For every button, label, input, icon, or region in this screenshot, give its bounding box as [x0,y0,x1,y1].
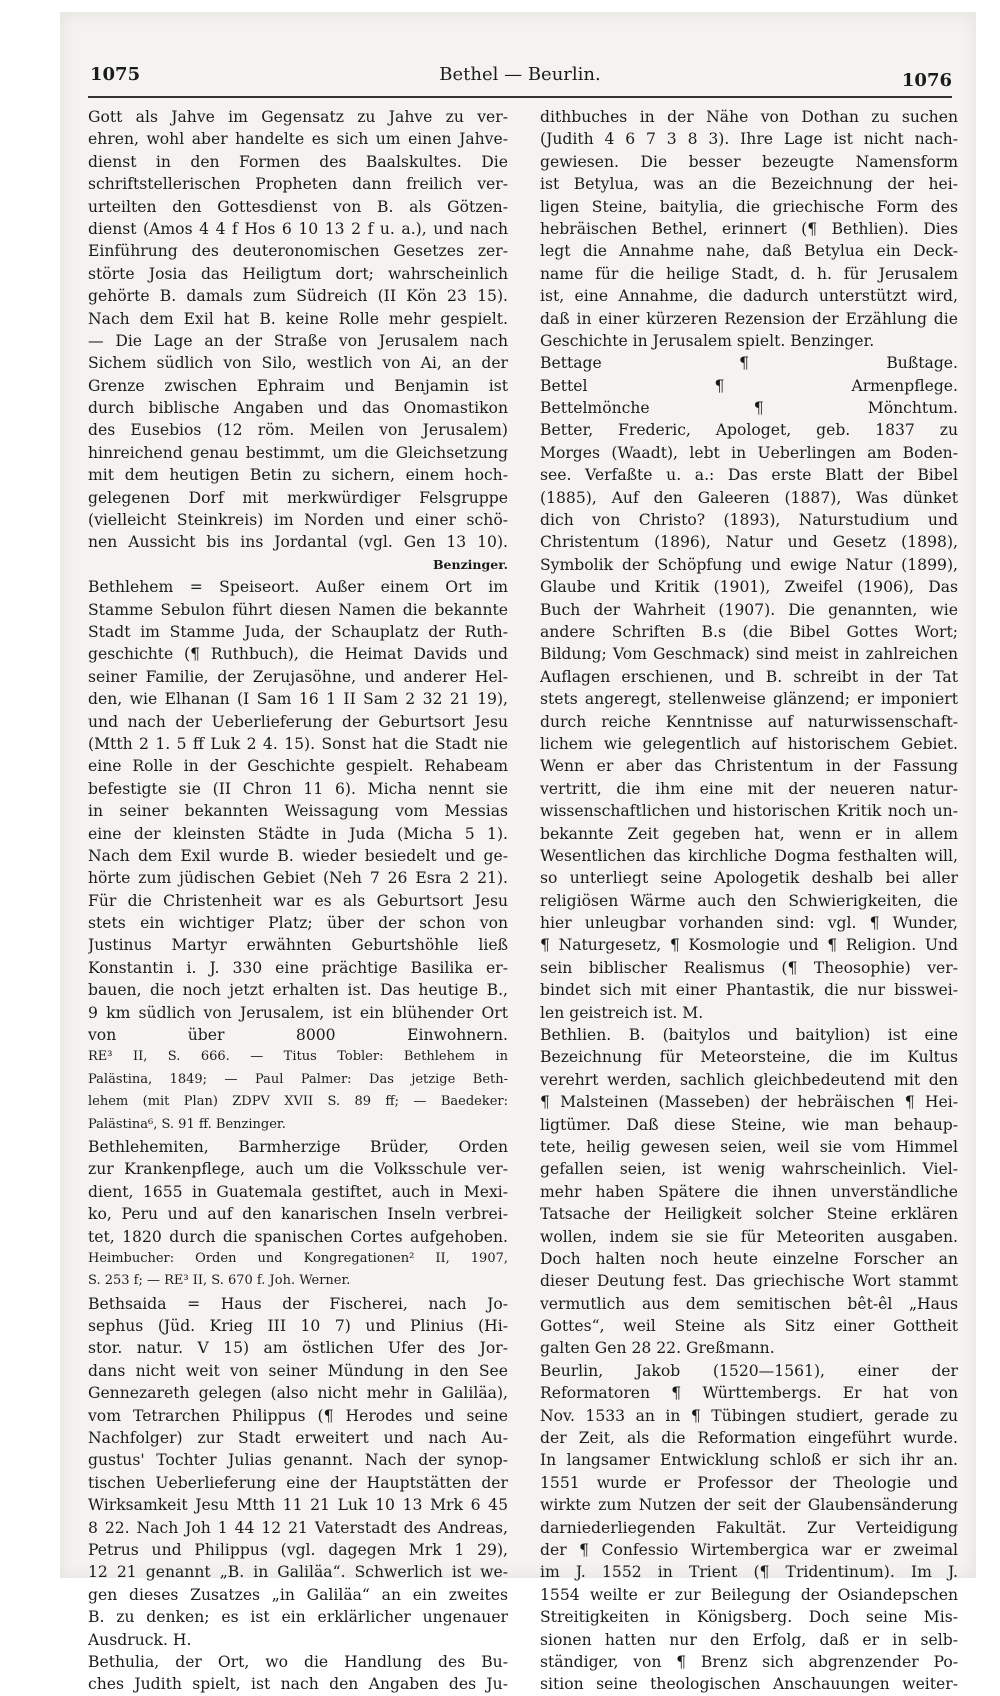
right-column-line: wissenschaftlichen und historischen Kritik noch un- [540,802,958,821]
left-column-line: 12 21 genannt „B. in Galiläa“. Schwerlich ist we- [88,1563,508,1582]
right-column-line: ständiger, von ¶ Brenz sich abgrenzender Po- [540,1652,958,1671]
right-column-line: vermutlich aus dem semitischen bêt-êl „Haus [540,1294,958,1313]
left-column-line: des Eusebios (12 röm. Meilen von Jerusalem) [88,421,508,440]
right-column-line: Morges (Waadt), lebt in Ueberlingen am Boden- [540,443,958,462]
right-column-line: In langsamer Entwicklung schloß er sich ihr an. [540,1451,958,1470]
left-column-line: 8 22. Nach Joh 1 44 12 21 Vaterstadt des Andreas, [88,1518,508,1537]
left-column [88,106,508,1696]
left-column-line: dienst in den Formen des Baalskultes. Die [88,152,508,171]
right-column-line: ¶ Malsteinen (Masseben) der hebräischen ¶ Hei- [540,1093,958,1112]
right-column-line: Wenn er aber das Christentum in der Fassung [540,757,958,776]
right-column-line: Bethlien. B. (baitylos und baitylion) ist eine [540,1026,958,1045]
right-column-line: gefallen seien, ist wenig wahrscheinlich. Viel- [540,1160,958,1179]
page-number-left: 1075 [90,64,141,85]
right-column-line: daß in einer kürzeren Rezension der Erzählung die [540,309,958,328]
right-column-line: Glaube und Kritik (1901), Zweifel (1906), Das [540,578,958,597]
left-column-line: Bethsaida = Haus der Fischerei, nach Jo- [88,1294,508,1313]
left-column-line: Konstantin i. J. 330 eine prächtige Basilika er- [88,958,508,977]
left-column-line: den, wie Elhanan (I Sam 16 1 II Sam 2 32 21 19), [88,690,508,709]
left-column-line: Palästina⁶, S. 91 ff. Benzinger. [88,1116,286,1132]
right-column-line: Symbolik der Schöpfung und ewige Natur (1899), [540,555,958,574]
right-column-line: len geistreich ist. M. [540,1003,704,1022]
right-column-line: 1551 wurde er Professor der Theologie und [540,1473,958,1492]
right-column-line: im J. 1552 in Trient (¶ Tridentinum). Im J. [540,1563,958,1582]
right-column-line: ¶ Naturgesetz, ¶ Kosmologie und ¶ Religion. Und [540,936,958,955]
left-column-line: sephus (Jüd. Krieg III 10 7) und Plinius (Hi- [88,1317,508,1336]
left-column-line: befestigte sie (II Chron 11 6). Micha nennt sie [88,779,508,798]
left-column-line: Palästina, 1849; — Paul Palmer: Das jetzige Beth- [88,1071,508,1087]
left-column-line: urteilten den Gottesdienst von B. als Götzen- [88,197,508,216]
right-column-line: Tatsache der Heiligkeit solcher Steine erklären [540,1205,958,1224]
left-column-line: (vielleicht Steinkreis) im Norden und einer schö- [88,511,508,530]
left-column-line: Justinus Martyr erwähnten Geburtshöhle ließ [88,936,508,955]
right-column-line: galten Gen 28 22. Greßmann. [540,1339,775,1358]
left-column-line: Gott als Jahve im Gegensatz zu Jahve zu ver- [88,108,508,126]
right-column-line: religiösen Wärme auch den Schwierigkeiten, die [540,891,958,910]
left-column-line: durch biblische Angaben und das Onomastikon [88,399,508,418]
left-column-line: Nachfolger) zur Stadt erweitert und nach Au- [88,1429,508,1448]
page-header [88,62,952,92]
right-column-line: Geschichte in Jerusalem spielt. Benzinger. [540,331,875,350]
right-column-line: ist Betylua, was an die Bezeichnung der hei- [540,175,958,194]
left-column-line: Petrus und Philippus (vgl. dagegen Mrk 1 29), [88,1541,508,1559]
right-column-line: stets angeregt, stellenweise glänzend; er imponiert [540,690,958,709]
left-column-line: Stadt im Stamme Juda, der Schauplatz der Ruth- [88,622,508,641]
right-column-line: (Judith 4 6 7 3 8 3). Ihre Lage ist nicht nach- [540,130,958,149]
left-column-line: nen Aussicht bis ins Jordantal (vgl. Gen 13 10). [88,533,508,552]
right-column-line: vertritt, die ihm eine mit der neueren natur- [540,779,958,798]
left-column-line: gelegenen Dorf mit merkwürdiger Felsgruppe [88,488,508,507]
left-column-line: und nach der Ueberlieferung der Geburtsort Jesu [88,712,508,731]
left-column-line: störte Josia das Heiligtum dort; wahrscheinlich [88,264,508,283]
left-column-line: gustus' Tochter Julias genannt. Nach der synop- [88,1451,508,1470]
left-column-line: Wirksamkeit Jesu Mtth 11 21 Luk 10 13 Mrk 6 45 [88,1496,508,1515]
right-column-line: Nov. 1533 an in ¶ Tübingen studiert, gerade zu [540,1406,958,1425]
left-column-line: Für die Christenheit war es als Geburtsort Jesu [88,891,508,910]
left-column-line: Einführung des deuteronomischen Gesetzes zer- [88,242,508,261]
left-column-line: dient, 1655 in Guatemala gestiftet, auch in Mexi- [88,1182,508,1201]
right-column-line: lichem wie gelegentlich auf historischem Gebiet. [540,734,958,753]
left-column-line: lehem (mit Plan) ZDPV XVII S. 89 ff; — Baedeker: [88,1094,508,1110]
left-column-line: S. 253 f; — RE³ II, S. 670 f. Joh. Werner. [88,1273,351,1289]
right-column-line: Buch der Wahrheit (1907). Die genannten, wie [540,600,958,619]
right-column-line: Christentum (1896), Natur und Gesetz (1898), [540,533,958,552]
left-column-line: vom Tetrarchen Philippus (¶ Herodes und seine [88,1406,508,1425]
right-column-line: wirkte zum Nutzen der seit der Glaubensänderung [540,1496,958,1515]
left-column-line: seiner Familie, der Zerujasöhne, und anderer Hel- [88,667,508,686]
right-column-line: Auflagen erschienen, und B. schreibt in der Tat [540,667,958,686]
left-column-line: Heimbucher: Orden und Kongregationen² II, 1907, [88,1250,508,1266]
right-column-line: 1554 weilte er zur Beilegung der Osiandерschen [540,1585,958,1604]
right-column-line: andere Schriften B.s (die Bibel Gottes Wort; [540,622,958,641]
left-column-line: hinreichend genau bestimmt, um die Gleichsetzung [88,443,508,462]
left-column-line: ches Judith spielt, ist nach den Angaben des Ju- [88,1675,508,1694]
left-column-line: Nach dem Exil hat B. keine Rolle mehr gespielt. [88,309,508,328]
right-column-line: der ¶ Confessio Wirtembergica war er zweimal [540,1541,958,1559]
right-column-line: hier unleugbar vorhanden sind: vgl. ¶ Wunder, [540,914,958,933]
right-column-line: darniederliegenden Fakultät. Zur Verteidigung [540,1518,958,1537]
right-column-line: bindet sich mit einer Phantastik, die nur bisswei- [540,981,958,1000]
left-column-line: RE³ II, S. 666. — Titus Tobler: Bethlehem in [88,1049,508,1065]
right-column-line: durch reiche Kenntnisse auf naturwissenschaft- [540,712,958,731]
right-column-line: Bettelmönche ¶ Mönchtum. [540,399,958,418]
left-column-line: Ausdruck. H. [88,1630,192,1649]
left-column-line: gehörte B. damals zum Südreich (II Kön 23 15). [88,287,508,306]
right-column-line: sein biblischer Realismus (¶ Theosophie) ver- [540,958,958,977]
right-column-line: Better, Frederic, Apologet, geb. 1837 zu [540,421,958,440]
right-column-line: Bildung; Vom Geschmack) sind meist in zahlreichen [540,645,958,664]
left-column-line: von über 8000 Einwohnern. [88,1026,508,1045]
right-column-line: sition seine theologischen Anschauungen weiter- [540,1675,958,1694]
right-column-line: ist, eine Annahme, die dadurch unterstützt wird, [540,287,958,306]
right-column-line: dieser Deutung fest. Das griechische Wort stammt [540,1272,958,1291]
right-column-line: Reformatoren ¶ Württembergs. Er hat von [540,1384,958,1403]
header-rule [88,96,952,98]
right-column-line: sionen hatten nur den Erfolg, daß er in selb- [540,1630,958,1649]
left-column-line: Nach dem Exil wurde B. wieder besiedelt und ge- [88,846,508,865]
left-column-line: Bethlehemiten, Barmherzige Brüder, Orden [88,1137,508,1156]
right-column-line: see. Verfaßte u. a.: Das erste Blatt der Bibel [540,466,958,485]
left-column-line: tet, 1820 durch die spanischen Cortes aufgehoben. [88,1227,508,1246]
left-column-line: ehren, wohl aber handelte es sich um einen Jahve- [88,130,508,149]
left-column-line: Bethlehem = Speiseort. Außer einem Ort im [88,578,508,597]
left-column-line: 9 km südlich von Jerusalem, ist ein blühender Ort [88,1003,508,1022]
right-column-line: Streitigkeiten in Königsberg. Doch seine Mis- [540,1608,958,1627]
right-column-line: dich von Christo? (1893), Naturstudium und [540,511,958,530]
left-column-line: gen dieses Zusatzes „in Galiläa“ an ein zweites [88,1585,508,1604]
right-column-line: tete, heilig gewesen seien, weil sie vom Himmel [540,1137,958,1156]
right-column-line: ligen Steine, baitylia, die griechische Form des [540,197,958,216]
right-column-line: gewiesen. Die besser bezeugte Namensform [540,152,958,171]
running-title: Bethel — Beurlin. [439,64,601,85]
left-column-line: dienst (Amos 4 4 f Hos 6 10 13 2 f u. a.), und nach [88,219,508,238]
right-column-line: Bettage ¶ Bußtage. [540,354,958,373]
right-column-line: Doch halten noch heute einzelne Forscher an [540,1249,958,1268]
right-column-line: mehr haben Spätere die ihnen unverständliche [540,1182,958,1201]
left-column-line: B. zu denken; es ist ein erklärlicher ungenauer [88,1608,508,1627]
right-column-line: Bettel ¶ Armenpflege. [540,376,958,395]
right-column-line: Wesentlichen das kirchliche Dogma festhalten will, [540,846,958,865]
left-column-line: — Die Lage an der Straße von Jerusalem nach [88,331,508,350]
left-column-line: dans nicht weit von seiner Mündung in den See [88,1361,508,1380]
right-column-line: Bezeichnung für Meteorsteine, die im Kultus [540,1048,958,1067]
page-number-right: 1076 [901,70,952,91]
left-column-line: Stamme Sebulon führt diesen Namen die bekannte [88,600,508,619]
left-column-line: tischen Ueberlieferung eine der Hauptstätten der [88,1473,508,1492]
left-column-line: stets ein wichtiger Platz; über der schon von [88,914,508,933]
left-column-line: bauen, die noch jetzt erhalten ist. Das heutige B., [88,981,508,1000]
right-column-line: (1885), Auf den Galeeren (1887), Was dünket [540,488,958,507]
left-column-line: ko, Peru und auf den kanarischen Inseln verbrei- [88,1205,508,1224]
left-column-line: eine Rolle in der Geschichte gespielt. Rehabeam [88,757,508,776]
right-column-line: verehrt werden, sachlich gleichbedeutend mit den [540,1070,958,1089]
left-column-line: Benzinger. [432,556,508,572]
left-column-line: stor. natur. V 15) am östlichen Ufer des Jor- [88,1339,508,1358]
left-column-line: schriftstellerischen Propheten dann freilich ver- [88,175,508,194]
right-column-line: dithbuches in der Nähe von Dothan zu suchen [540,108,958,126]
right-column-line: der Zeit, als die Reformation eingeführt wurde. [540,1429,958,1448]
right-column-line: legt die Annahme nahe, daß Betylua ein Deck- [540,242,958,261]
right-column [540,106,958,1696]
right-column-line: Gottes“, weil Steine als Sitz einer Gottheit [540,1317,958,1336]
left-column-line: hörte zum jüdischen Gebiet (Neh 7 26 Esra 2 21). [88,869,508,888]
right-column-line: hebräischen Bethel, erinnert (¶ Bethlien). Dies [540,219,958,238]
left-column-line: (Mtth 2 1. 5 ff Luk 2 4. 15). Sonst hat die Stadt nie [88,734,508,753]
left-column-line: Grenze zwischen Ephraim und Benjamin ist [88,376,508,395]
right-column-line: so unterliegt seine Apologetik deshalb bei aller [540,869,958,888]
left-column-line: geschichte (¶ Ruthbuch), die Heimat Davids und [88,645,508,664]
right-column-line: Beurlin, Jakob (1520—1561), einer der [540,1361,958,1380]
left-column-line: Gennezareth gelegen (also nicht mehr in Galiläa), [88,1384,508,1403]
left-column-line: zur Krankenpflege, auch um die Volksschule ver- [88,1160,508,1179]
left-column-line: Bethulia, der Ort, wo die Handlung des Bu- [88,1652,508,1671]
right-column-line: ligtümer. Daß diese Steine, wie man behaup- [540,1115,958,1134]
left-column-line: mit dem heutigen Betin zu sichern, einem hoch- [88,466,508,485]
left-column-line: in seiner bekannten Weissagung vom Messias [88,802,508,821]
left-column-line: eine der kleinsten Städte in Juda (Micha 5 1). [88,824,508,843]
right-column-line: wollen, indem sie sie für Meteoriten ausgaben. [540,1227,958,1246]
left-column-line: Sichem südlich von Silo, westlich von Ai, an der [88,354,508,373]
right-column-line: bekannte Zeit gegeben hat, wenn er in allem [540,824,958,843]
right-column-line: name für die heilige Stadt, d. h. für Jerusalem [540,264,958,283]
